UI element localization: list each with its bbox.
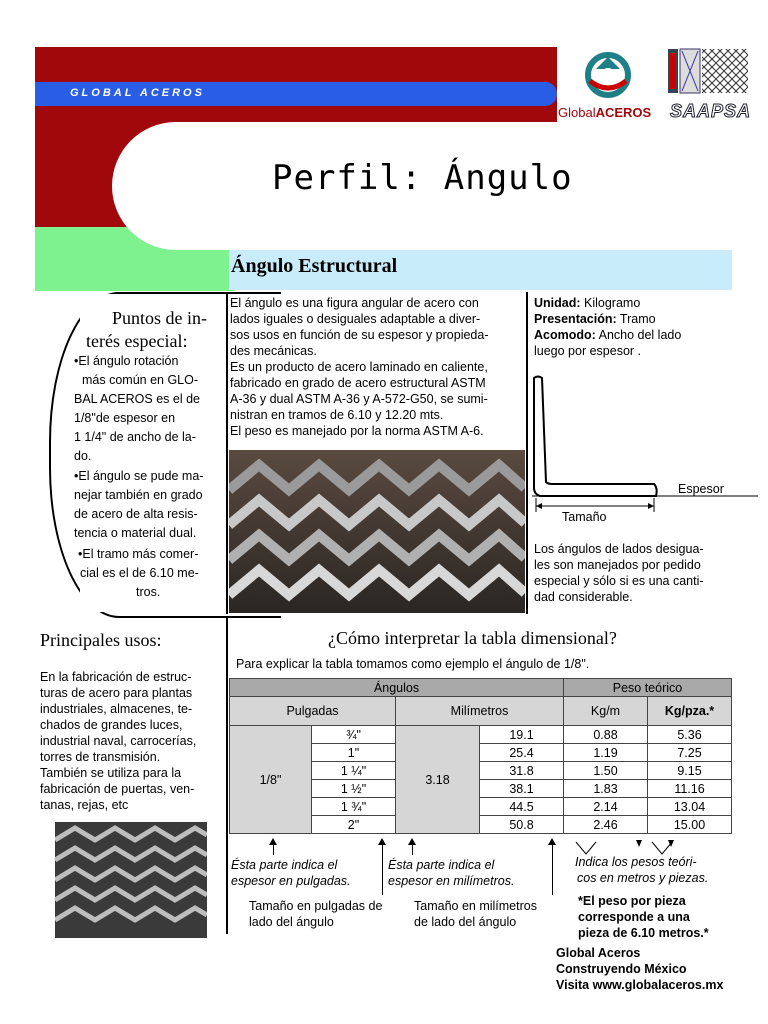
logo-saapsa-text: SAAPSA (670, 101, 752, 121)
size-in-cell: ¾" (312, 726, 396, 744)
description-line: A-36 y dual ASTM A-36 y A-572-G50, se sumi- (230, 392, 488, 406)
kgm-cell: 1.83 (564, 780, 648, 798)
uses-line: En la fabricación de estruc- (40, 670, 192, 684)
kgm-cell: 0.88 (564, 726, 648, 744)
footer-website: Visita www.globalaceros.mx (556, 978, 724, 992)
note-peso-pieza (578, 893, 709, 941)
note-line: Tamaño en milímetros (414, 899, 537, 913)
sidebar-heading-line2: terés especial: (86, 331, 188, 351)
column-divider-right (526, 292, 528, 614)
sidebar-heading-line1: Puntos de in- (112, 308, 208, 328)
unequal-note-line: especial y sólo si es una canti- (534, 574, 704, 588)
acomodo-label: Acomodo: (534, 328, 596, 342)
sidebar-point-1-line: 1/8"de espesor en (74, 411, 176, 425)
presentacion-value: Tramo (619, 312, 656, 326)
kgpza-cell: 15.00 (648, 816, 732, 834)
unidad-label: Unidad: (534, 296, 581, 310)
note-line: cos en metros y piezas. (577, 871, 709, 885)
unequal-note-line: dad considerable. (534, 590, 633, 604)
subheader-pulgadas: Pulgadas (230, 697, 396, 726)
unequal-note-line: les son manejados por pedido (534, 558, 701, 572)
note-line: espesor en pulgadas. (231, 874, 351, 888)
angle-diagram (530, 372, 760, 527)
uses-line: chados de grandes luces, (40, 718, 183, 732)
kgm-cell: 2.14 (564, 798, 648, 816)
size-in-cell: 1 ¼" (312, 762, 396, 780)
arrow-up-icon (378, 838, 386, 845)
note-pesos (575, 854, 708, 886)
steel-stack-photo (55, 822, 207, 938)
espesor-mm-cell: 3.18 (396, 726, 480, 834)
uses-line: torres de transmisión. (40, 750, 161, 764)
note-line: pieza de 6.10 metros.* (578, 926, 709, 940)
description-line: des mecánicas. (230, 344, 317, 358)
presentacion-label: Presentación: (534, 312, 617, 326)
note-tamano-milimetros (414, 898, 537, 930)
description-line: El ángulo es una figura angular de acero con (230, 296, 479, 310)
unequal-note-line: Los ángulos de lados desigua- (534, 542, 704, 556)
logo-aceros-text: ACEROS (595, 105, 652, 120)
table-heading: ¿Cómo interpretar la tabla dimensional? (328, 628, 617, 648)
description-line: sos usos en función de su espesor y propieda- (230, 328, 489, 342)
dimension-table (229, 678, 732, 834)
table-subheader-row (230, 697, 732, 726)
note-line: de lado del ángulo (414, 915, 517, 929)
size-mm-cell: 50.8 (480, 816, 564, 834)
header-angulos: Ángulos (230, 679, 564, 697)
kgm-cell: 1.50 (564, 762, 648, 780)
table-row (230, 726, 732, 744)
description-line: fabricado en grado de acero estructural ASTM (230, 376, 486, 390)
unidad-value: Kilogramo (584, 296, 641, 310)
table-header-row (230, 679, 732, 697)
description-line: Es un producto de acero laminado en caliente, (230, 360, 488, 374)
sidebar-point-2-line: nejar también en grado (74, 488, 203, 502)
arrow-shaft (412, 845, 413, 855)
sidebar-point-2-line: tencia o material dual. (74, 526, 197, 540)
note-espesor-pulgadas (231, 857, 351, 889)
sidebar-point-1 (74, 352, 224, 466)
description-line: lados iguales o desiguales adaptable a diver- (230, 312, 481, 326)
note-line: Ésta parte indica el (231, 858, 338, 872)
note-line: espesor en milímetros. (388, 874, 515, 888)
espesor-in-cell: 1/8" (230, 726, 312, 834)
size-in-cell: 1 ½" (312, 780, 396, 798)
sidebar-point-3 (78, 545, 224, 602)
uses-line: turas de acero para plantas (40, 686, 193, 700)
subheader-kgm: Kg/m (564, 697, 648, 726)
arrow-shaft (273, 845, 274, 855)
arrow-shaft (382, 845, 383, 895)
note-tamano-pulgadas (249, 898, 382, 930)
sidebar-point-3-line: cial es el de 6.10 me- (80, 566, 199, 580)
specs-text (534, 295, 734, 359)
note-line: *El peso por pieza (578, 894, 686, 908)
size-mm-cell: 19.1 (480, 726, 564, 744)
header-peso: Peso teórico (564, 679, 732, 697)
saapsa-logo (664, 47, 752, 123)
uses-line: industriales, almacenes, te- (40, 702, 193, 716)
global-aceros-logo (558, 47, 660, 123)
table-intro: Para explicar la tabla tomamos como ejemplo el ángulo de 1/8". (236, 657, 590, 671)
sidebar-point-3-line: tros. (136, 585, 161, 599)
note-line: lado del ángulo (249, 915, 334, 929)
note-line: Indica los pesos teóri- (575, 855, 697, 869)
kgpza-cell: 11.16 (648, 780, 732, 798)
arrow-shaft (552, 845, 553, 895)
description-line: nistran en tramos de 6.10 y 12.20 mts. (230, 408, 444, 422)
arrow-up-icon (408, 838, 416, 845)
sidebar-point-2-line: de acero de alta resis- (74, 507, 198, 521)
sidebar-point-1-line: 1 1/4" de ancho de la- (74, 430, 196, 444)
subheader-milimetros: Milímetros (396, 697, 564, 726)
kgpza-cell: 5.36 (648, 726, 732, 744)
brand-strip-label: GLOBAL ACEROS (70, 87, 205, 99)
uses-text (40, 669, 225, 813)
footer-slogan: Construyendo México (556, 962, 687, 976)
note-line: Ésta parte indica el (388, 858, 495, 872)
kgpza-cell: 13.04 (648, 798, 732, 816)
kgpza-cell: 9.15 (648, 762, 732, 780)
steel-angles-photo (229, 450, 525, 613)
size-in-cell: 2" (312, 816, 396, 834)
column-divider-bottom (226, 616, 228, 934)
note-line: corresponde a una (578, 910, 690, 924)
sidebar-point-1-line: do. (74, 449, 92, 463)
acomodo-value: Ancho del lado (598, 328, 682, 342)
footer-company: Global Aceros (556, 946, 641, 960)
kgpza-cell: 7.25 (648, 744, 732, 762)
sidebar-point-1-line: •El ángulo rotación (74, 354, 179, 368)
size-in-cell: 1 ¾" (312, 798, 396, 816)
arrow-up-icon (269, 838, 277, 845)
subheader-kgpza: Kg/pza.* (648, 697, 732, 726)
logo-global-text: Global (558, 105, 596, 120)
description-text (230, 295, 524, 439)
uses-line: También se utiliza para la (40, 766, 182, 780)
arrow-up-icon (548, 838, 556, 845)
uses-line: industrial naval, carrocerías, (40, 734, 197, 748)
kgm-cell: 1.19 (564, 744, 648, 762)
size-mm-cell: 25.4 (480, 744, 564, 762)
acomodo-value-line2: luego por espesor . (534, 344, 642, 358)
size-in-cell: 1" (312, 744, 396, 762)
unequal-note (534, 541, 734, 605)
page-title: Perfil: Ángulo (272, 158, 573, 198)
section-title: Ángulo Estructural (231, 255, 398, 277)
note-espesor-milimetros (388, 857, 514, 889)
footer (556, 945, 723, 993)
note-line: Tamaño en pulgadas de (249, 899, 383, 913)
size-mm-cell: 31.8 (480, 762, 564, 780)
sidebar-point-2 (74, 467, 224, 543)
sidebar-point-2-line: •El ángulo se pude ma- (74, 469, 204, 483)
sidebar-point-3-line: •El tramo más comer- (78, 547, 199, 561)
uses-line: fabricación de puertas, ven- (40, 782, 195, 796)
description-line: El peso es manejado por la norma ASTM A-6. (230, 424, 484, 438)
diagram-tamano-label: Tamaño (562, 510, 607, 524)
sidebar-point-1-line: BAL ACEROS es el de (74, 392, 200, 406)
uses-line: tanas, rejas, etc (40, 798, 129, 812)
size-mm-cell: 44.5 (480, 798, 564, 816)
sidebar-point-1-line: más común en GLO- (82, 373, 199, 387)
uses-heading: Principales usos: (40, 630, 162, 650)
kgm-cell: 2.46 (564, 816, 648, 834)
diagram-espesor-label: Espesor (678, 482, 724, 496)
size-mm-cell: 38.1 (480, 780, 564, 798)
